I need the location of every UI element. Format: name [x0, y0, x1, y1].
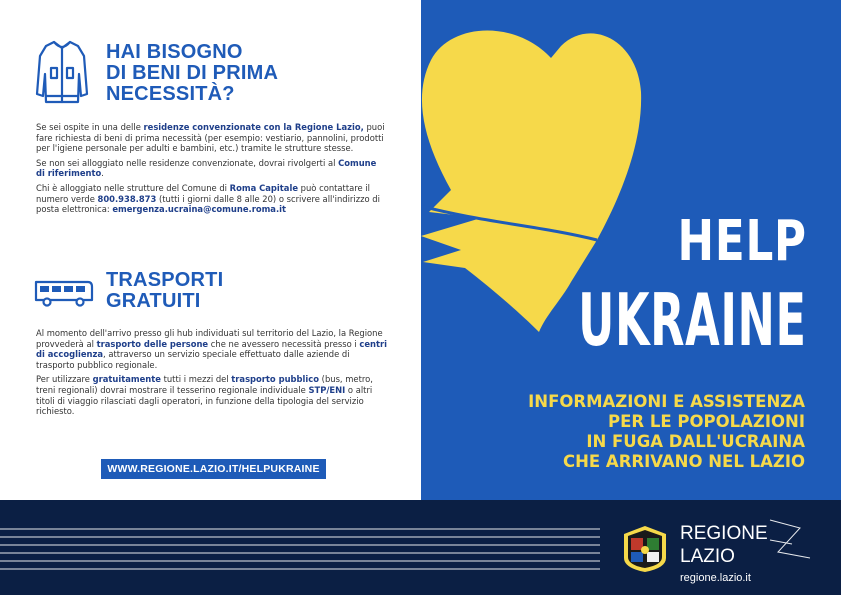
footer: [0, 500, 841, 595]
regione-lazio-logo: [622, 524, 668, 574]
bus-icon: [33, 278, 95, 308]
subtitle-line: IN FUGA DALL'UCRAINA: [586, 432, 805, 451]
help-title: HELP: [677, 209, 807, 274]
hero-subtitle: [445, 392, 805, 472]
section1-paragraph: Chi è alloggiato nelle strutture del Comune di Roma Capitale può contattare il numero verde 800.938.873 (tutti i giorni dalle 8 alle 20) o scrivere all'indirizzo di posta elettronica: emergenza.ucraina@comune.roma.it: [36, 182, 380, 215]
subtitle-line: CHE ARRIVANO NEL LAZIO: [562, 452, 805, 471]
section1-heading-line: NECESSITÀ?: [106, 83, 235, 105]
section2-text: [36, 328, 388, 421]
logo-text-regione: REGIONE: [680, 523, 768, 544]
section1-paragraph: Se sei ospite in una delle residenze convenzionate con la Regione Lazio, puoi fare richiesta di beni di prima necessità (per esempio: vestiario, pannolini, prodotti per l'igiene personale per adulti e bambini, etc.) tramite le strutture stesse.: [36, 122, 385, 154]
helpukraine-link[interactable]: WWW.REGIONE.LAZIO.IT/HELPUKRAINE: [101, 459, 326, 479]
jacket-icon: [34, 38, 90, 106]
section1-heading-line: DI BENI DI PRIMA: [106, 62, 279, 84]
section2-heading: [106, 270, 223, 312]
section2-paragraph: Al momento dell'arrivo presso gli hub individuati sul territorio del Lazio, la Regione provvederà al trasporto delle persone che ne avessero necessità presso i centri di accoglienza, attraverso un servizio speciale effettuato dalle aziende di trasporto pubblico regionale.: [36, 328, 388, 370]
hero-panel: [421, 0, 841, 500]
section2-heading-line: GRATUITI: [106, 290, 201, 312]
section2-paragraph: Per utilizzare gratuitamente tutti i mezzi del trasporto pubblico (bus, metro, treni regionali) dovrai mostrare il tesserino regionale individuale STP/ENI o altri titoli di viaggio rilasciati dagli operatori, in funzione della tipologia del servizio richiesto.: [36, 374, 373, 417]
section1-paragraph: Se non sei alloggiato nelle residenze convenzionate, dovrai rivolgerti al Comune di riferimento.: [36, 157, 377, 179]
section1-heading-line: HAI BISOGNO: [106, 41, 243, 63]
info-panel: [0, 0, 421, 500]
logo-text-lazio: LAZIO: [680, 546, 735, 567]
section1-text: [36, 122, 388, 219]
section2-heading-line: TRASPORTI: [106, 269, 224, 291]
subtitle-line: PER LE POPOLAZIONI: [608, 412, 805, 431]
subtitle-line: INFORMAZIONI E ASSISTENZA: [528, 392, 805, 411]
section1-heading: [106, 42, 278, 105]
ukraine-title: UKRAINE: [578, 278, 807, 362]
website-link[interactable]: regione.lazio.it: [680, 572, 751, 584]
